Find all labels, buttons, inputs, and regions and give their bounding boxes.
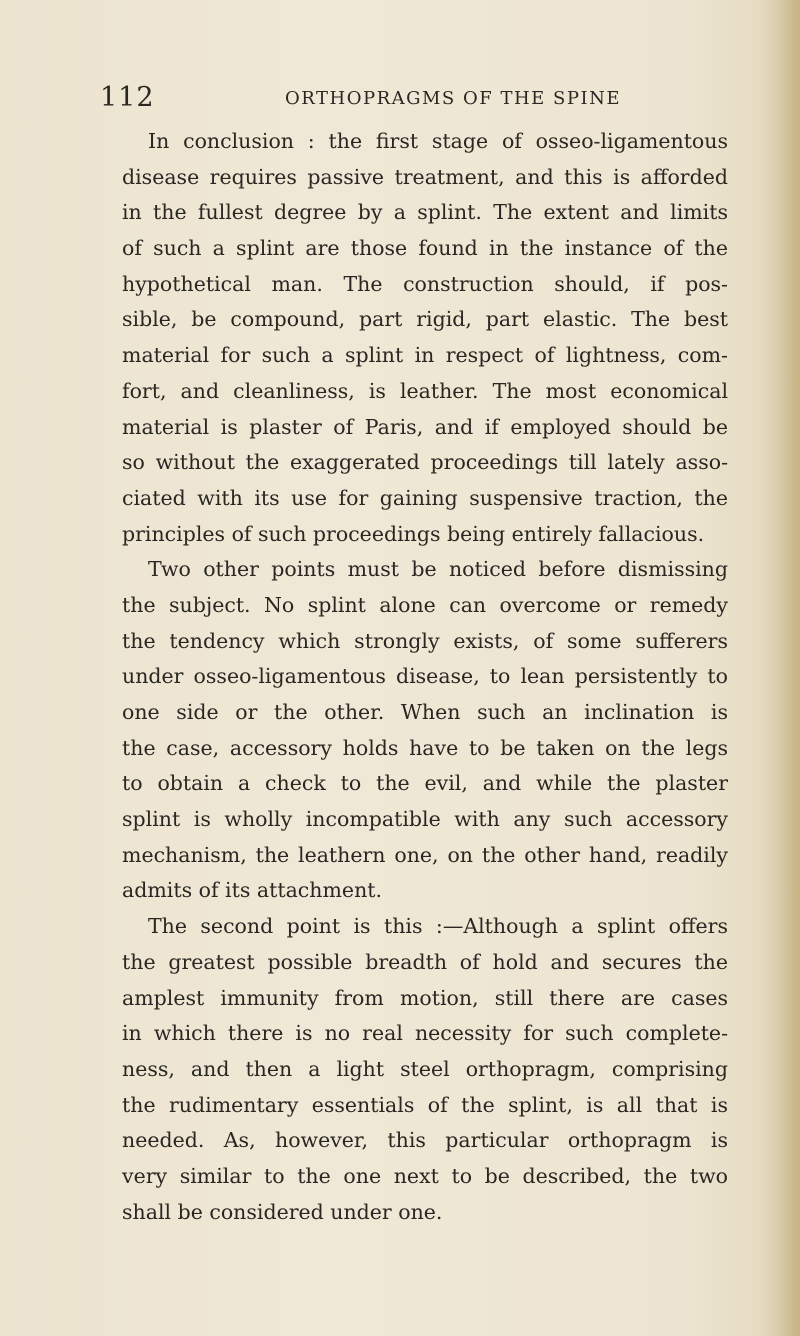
text-line: needed. As, however, this particular orthopragm is [122,1128,728,1153]
text-line: so without the exaggerated proceedings till lately asso- [122,450,728,475]
text-line: the greatest possible breadth of hold and secures the [122,949,728,974]
text-line: sible, be compound, part rigid, part elastic. The best [122,307,728,332]
text-line: ness, and then a light steel orthopragm, comprising [122,1056,728,1081]
text-line: The second point is this :—Although a splint offers [148,914,728,939]
body-text [122,124,728,1230]
text-line: to obtain a check to the evil, and while the plaster [122,771,728,796]
text-line: the tendency which strongly exists, of some sufferers [122,628,728,653]
text-line: hypothetical man. The construction should, if pos- [122,271,728,296]
text-line: under osseo-ligamentous disease, to lean persistently to [122,664,728,689]
text-line: amplest immunity from motion, still there are cases [122,985,728,1010]
text-line: one side or the other. When such an inclination is [122,700,728,724]
text-line: the rudimentary essentials of the splint, is all that is [122,1092,728,1117]
text-line: mechanism, the leathern one, on the other hand, readily [122,842,728,867]
paragraph [122,552,728,909]
text-line: material is plaster of Paris, and if employed should be [122,414,728,439]
paragraph [122,124,728,552]
text-line: material for such a splint in respect of lightness, com- [122,343,728,368]
text-line: disease requires passive treatment, and this is afforded [122,164,728,189]
page-number: 112 [100,82,155,113]
text-line: Two other points must be noticed before dismissing [148,557,728,582]
text-line: splint is wholly incompatible with any such accessory [122,807,728,832]
text-line: principles of such proceedings being entirely fallacious. [122,521,705,546]
text-line: the case, accessory holds have to be taken on the legs [122,735,728,760]
text-line: the subject. No splint alone can overcome or remedy [122,592,728,617]
page-header [100,78,740,118]
text-line: in the fullest degree by a splint. The extent and limits [122,200,728,225]
text-line: ciated with its use for gaining suspensive traction, the [122,485,728,510]
text-line: admits of its attachment. [122,878,383,903]
text-line: fort, and cleanliness, is leather. The most economical [122,378,728,403]
text-line: in which there is no real necessity for such complete- [122,1021,728,1046]
text-line: shall be considered under one. [122,1199,443,1224]
text-line: In conclusion : the first stage of osseo-ligamentous [148,129,728,153]
text-line: very similar to the one next to be described, the two [122,1163,728,1188]
paragraph [122,909,728,1230]
running-title: ORTHOPRAGMS OF THE SPINE [285,88,621,109]
text-line: of such a splint are those found in the instance of the [122,236,728,261]
page-edge-shadow [782,0,800,1336]
